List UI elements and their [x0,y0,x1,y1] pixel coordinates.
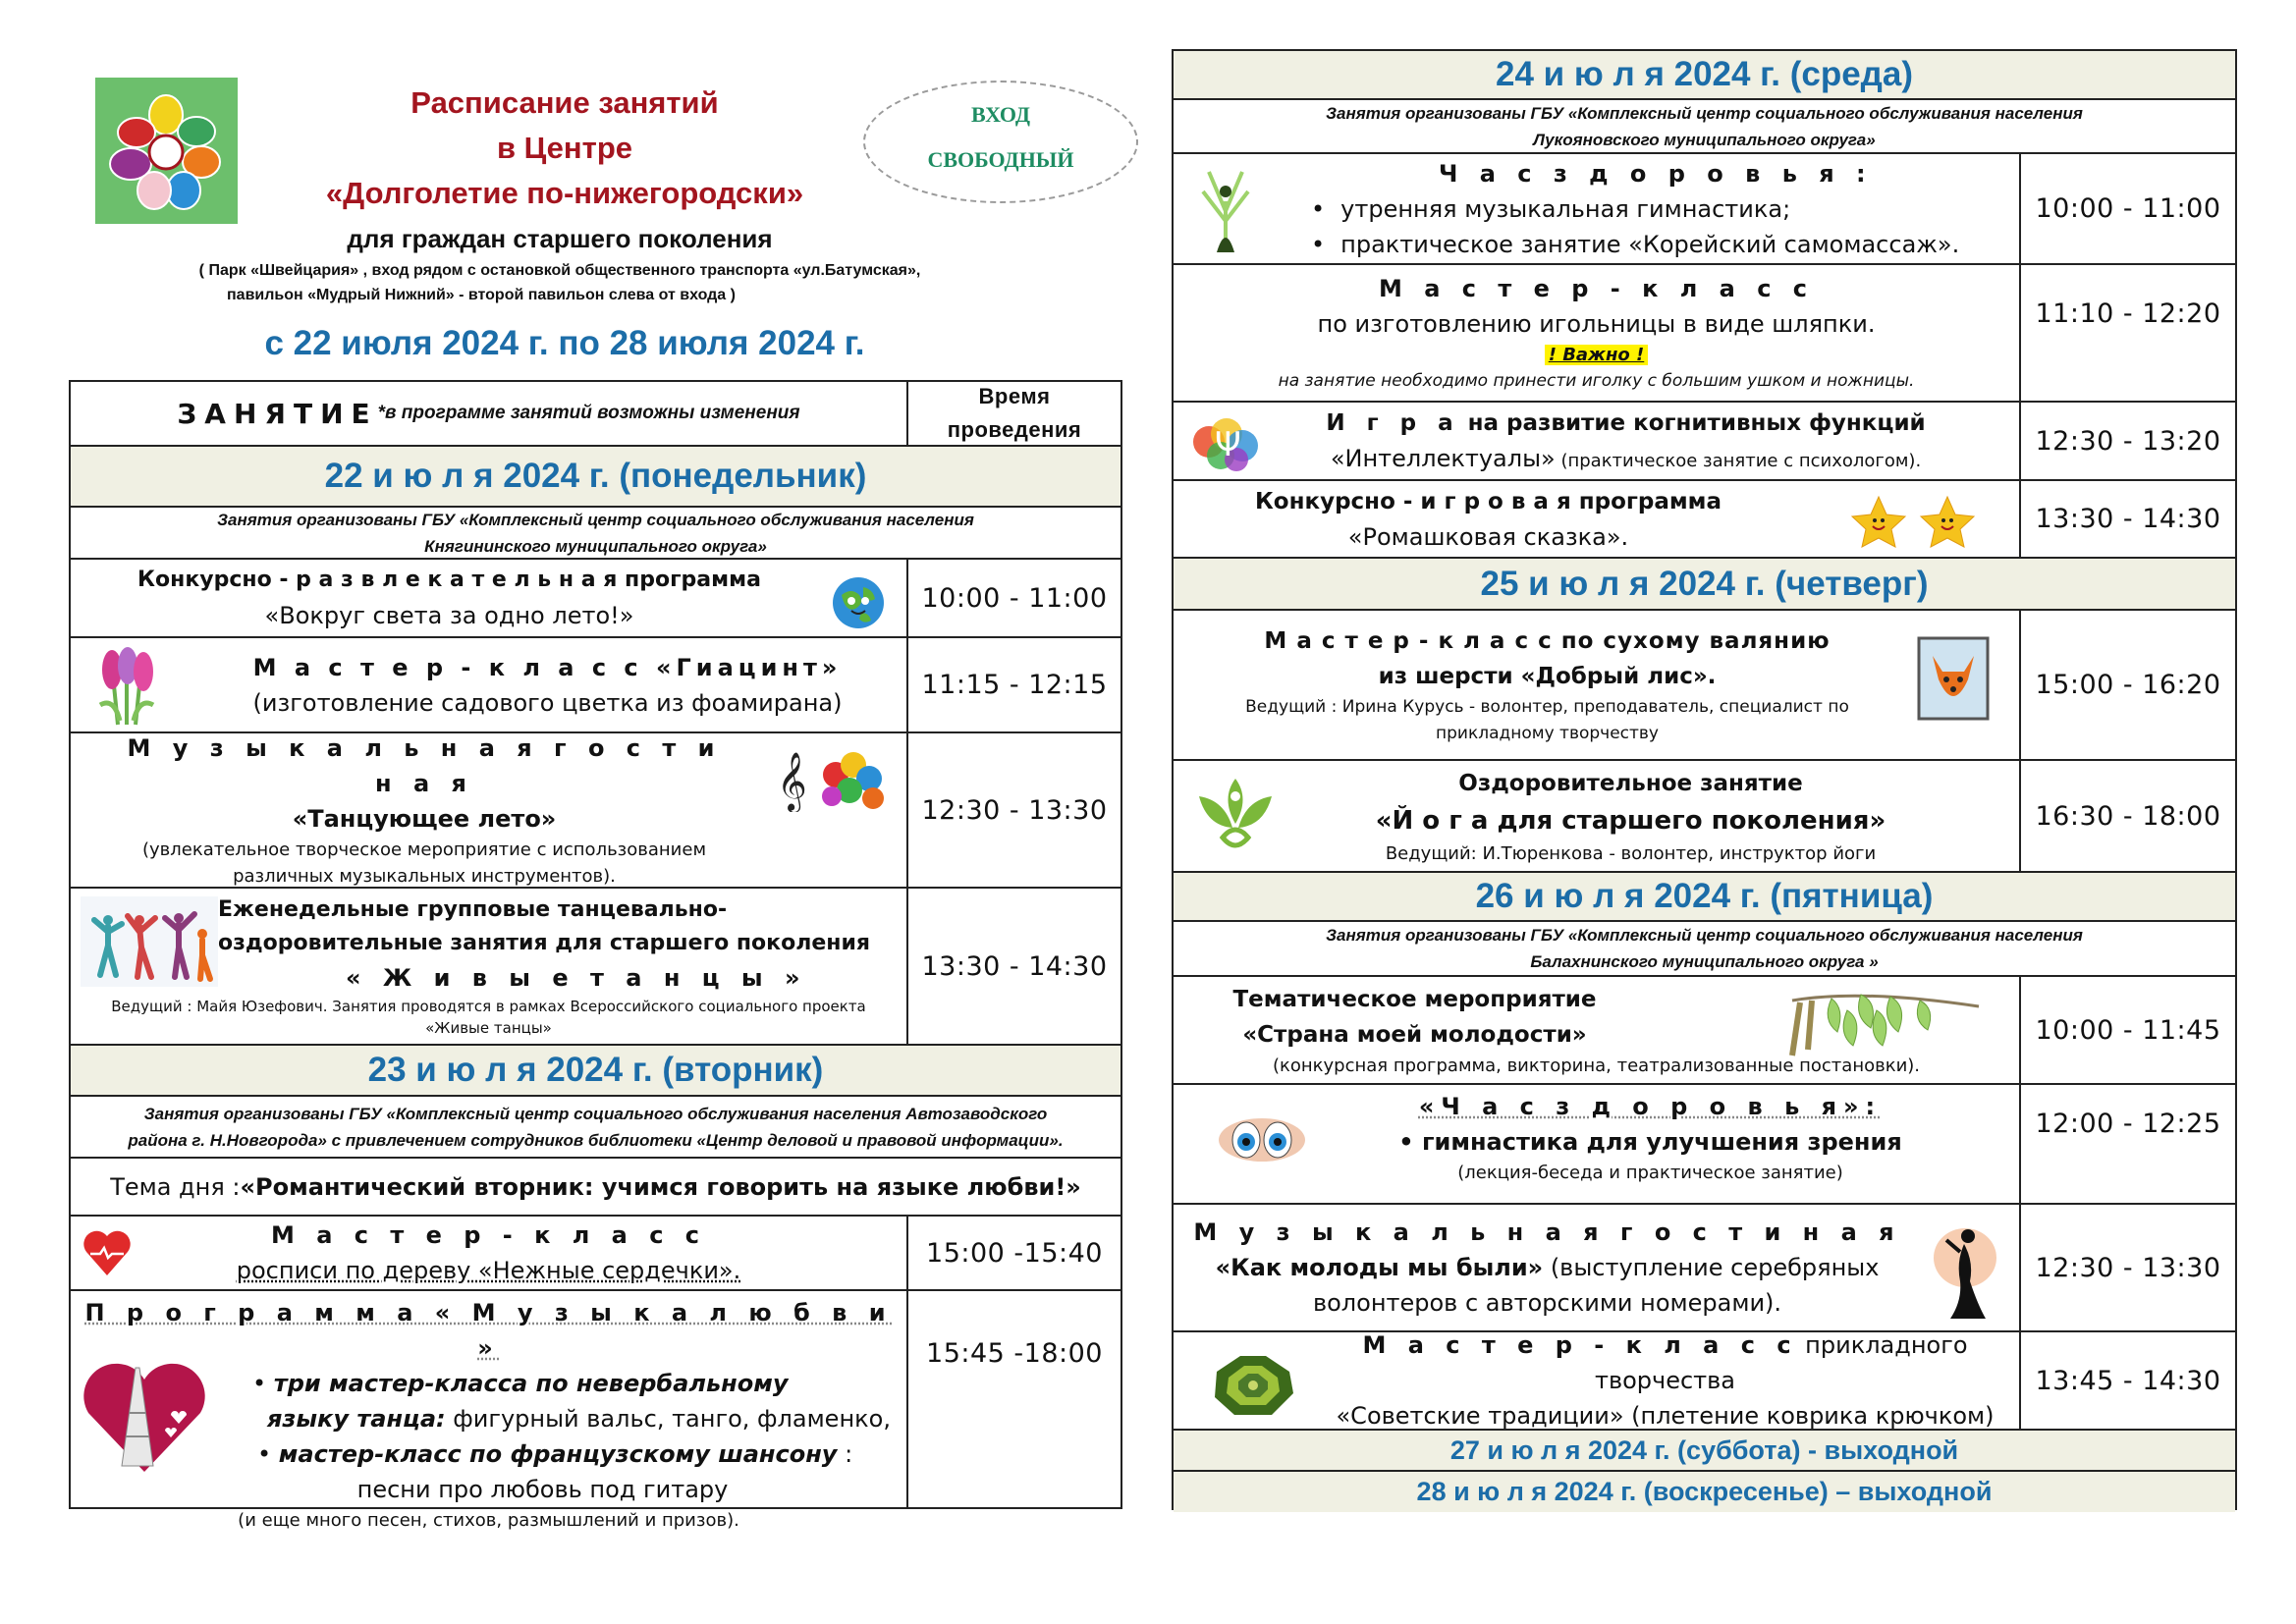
free-entry-badge [863,81,1138,203]
event-subtitle-rest: (выступление серебряных [1543,1254,1880,1281]
bullet-2-bold: мастер-класс по французскому шансону [278,1440,838,1468]
event-bullet-2: • практическое занятие «Корейский самомассаж». [1311,227,1959,262]
bullet-1-rest: фигурный вальс, танго, фламенко, [445,1405,891,1433]
svg-text:𝄞: 𝄞 [777,752,807,811]
address-line-2: павильон «Мудрый Нижний» - второй павильон слева от входа ) [227,287,736,303]
organizer-line-2: Балахнинского муниципального округа » [1530,952,1879,971]
event-time: 12:30 - 13:30 [2019,1205,2235,1330]
event-subtitle: «Советские традиции» (плетение коврика крючком) [1336,1402,1995,1430]
event-details [1174,403,2019,479]
bullet-1-bold-2: языку танца: [267,1405,446,1433]
event-time: 13:30 - 14:30 [906,889,1121,1044]
event-subtitle: «Ромашковая сказка». [1347,522,1629,551]
event-title-spaced: И г р а [1326,410,1460,436]
day-header-thursday [1174,559,2235,611]
schedule-table-right [1172,49,2237,1510]
event-title: Тематическое мероприятие [1232,986,1597,1012]
organizer-wednesday [1174,100,2235,154]
event-note: (лекция-беседа и практическое занятие) [1457,1163,1843,1183]
organizer-line-1: Занятия организованы ГБУ «Комплексный центр социального обслуживания населения Автозаводского [143,1104,1048,1123]
event-title: М у з ы к а л ь н а я г о с т и н а я [127,734,722,797]
event-time: 16:30 - 18:00 [2019,761,2235,871]
event-subtitle: по изготовлению игольницы в виде шляпки. [1317,310,1876,338]
event-subtitle: (изготовление садового цветка из фоамирана) [252,688,843,717]
event-time: 15:00 -15:40 [906,1217,1121,1289]
event-title: М а с т е р - к л а с с [270,1221,707,1249]
day-header-wednesday [1174,51,2235,100]
event-row [1174,481,2235,559]
event-note-line-2: «Живые танцы» [425,1019,552,1037]
event-row [71,638,1121,733]
event-note-line-1: (увлекательное творческое мероприятие с использованием [141,839,707,860]
day-header-saturday [1174,1431,2235,1472]
event-note: Ведущий: И.Тюренкова - волонтер, инструктор йоги [1385,842,1877,864]
event-row [1174,1085,2235,1205]
event-row [1174,403,2235,481]
event-details [1174,154,2019,263]
event-bullet: гимнастика для улучшения зрения [1421,1128,1902,1156]
event-title-spaced: М а с т е р - к л а с с [1362,1331,1798,1359]
event-bullet-1: • утренняя музыкальная гимнастика; [1311,191,1790,227]
event-time: 10:00 - 11:00 [2019,154,2235,263]
event-time: 11:15 - 12:15 [906,638,1121,731]
event-note: на занятие необходимо принести иголку с большим ушком и ножницы. [1278,371,1915,391]
day-title: 28 и ю л я 2024 г. (воскресенье) – выходной [1416,1477,1993,1506]
event-title: «Ч а с з д о р о в ь я»: [1418,1093,1883,1120]
changes-note: *в программе занятий возможны изменения [377,403,800,423]
event-note-line-2: различных музыкальных инструментов). [233,866,616,887]
event-row [1174,154,2235,265]
important-badge: ! Важно ! [1545,345,1649,365]
title-line-3: «Долголетие по-нижегородски» [325,176,804,210]
bullet-1-bold: три мастер-класса по невербальному [273,1370,789,1397]
event-subtitle: «Танцующее лето» [292,805,557,833]
organizer-friday [1174,922,2235,977]
event-title: Конкурсно - р а з в л е к а т е л ь н а я программа [137,568,761,592]
event-title: Оздоровительное занятие [1458,770,1803,796]
music-balloons-icon [775,747,889,812]
eyes-icon [1217,1114,1307,1164]
event-note: (конкурсная программа, викторина, театрализованные постановки). [1272,1055,1921,1076]
event-row [71,560,1121,638]
day-title: 23 и ю л я 2024 г. (вторник) [367,1051,824,1089]
event-title-line-1: М а с т е р - к л а с с по сухому валянию [1264,627,1831,654]
activity-header [71,382,906,445]
birch-branch-icon [1782,981,1989,1059]
event-line-3: волонтеров с авторскими номерами). [1312,1289,1782,1317]
event-row [71,1217,1121,1291]
day-header-friday [1174,873,2235,922]
svg-text:Ψ: Ψ [1215,425,1241,464]
heart-icon [81,1226,134,1279]
event-details [1174,611,2019,759]
title-line-1: Расписание занятий [410,85,719,120]
event-subtitle: «Страна моей молодости» [1242,1021,1587,1048]
organizer-line-2: Княгининского муниципального округа» [424,536,767,556]
free-entry-line-2: СВОБОДНЫЙ [927,147,1074,172]
event-row [71,733,1121,889]
hyacinth-icon [94,646,159,727]
event-time: 10:00 - 11:00 [906,560,1121,636]
event-row [1174,1332,2235,1431]
event-subtitle: «Интеллектуалы» [1330,445,1556,472]
organizer-line-1: Занятия организованы ГБУ «Комплексный центр социального обслуживания населения [217,510,974,529]
free-entry-line-1: ВХОД [970,102,1031,127]
event-details [71,638,906,731]
event-time: 13:45 - 14:30 [2019,1332,2235,1429]
event-time: 12:00 - 12:25 [2019,1085,2235,1203]
dancers-icon [81,896,218,987]
psi-splash-icon [1187,412,1266,473]
event-note: (и еще много песен, стихов, размышлений и призов). [238,1510,739,1531]
event-details [71,889,906,1044]
day-header-monday [71,447,1121,508]
day-title: 27 и ю л я 2024 г. (суббота) - выходной [1449,1435,1959,1465]
event-details [1174,1332,2019,1429]
event-subtitle: «Вокруг света за одно лето!» [264,602,634,629]
event-details: П р о г р а м м а « М у з ы к а л ю б в и » • три мастер-класса по невербальному языку танца: фигурный вальс, танго, фламенко, • мастер-класс по французскому шансону : песни про любовь под гитару (и еще много песен, стихов, размышлений и призов). [71,1291,906,1509]
address-line-1: ( Парк «Швейцария» , вход рядом с остановкой общественного транспорта «ул.Батумская», [198,262,921,279]
event-details [71,1217,906,1289]
time-header-line-1: Время [978,384,1051,408]
organizer-line-2: Лукояновского муниципального округа» [1533,130,1876,149]
event-details [1174,481,2019,557]
event-title: П р о г р а м м а « М у з ы к а л ю б в и » [84,1299,893,1362]
day-theme-tuesday [71,1159,1121,1217]
event-title: М а с т е р - к л а с с «Гиацинт» [252,653,843,681]
event-title-rest: на развитие когнитивных функций [1459,410,1926,436]
day-header-sunday [1174,1472,2235,1512]
event-note: (практическое занятие с психологом). [1555,451,1922,471]
event-details: «Ч а с з д о р о в ь я»: • гимнастика для улучшения зрения (лекция-беседа и практическое занятие) [1174,1085,2019,1203]
event-time: 13:30 - 14:30 [2019,481,2235,557]
event-note-line-1: Ведущий : Майя Юзефович. Занятия проводятся в рамках Всероссийского социального проекта [111,998,866,1015]
event-title: Ч а с з д о р о в ь я : [1439,159,1873,188]
songs-line: песни про любовь под гитару [356,1476,729,1503]
schedule-period: с 22 июля 2024 г. по 28 июля 2024 г. [264,324,865,362]
schedule-table-left [69,380,1122,1531]
stars-icon [1844,495,1982,548]
event-title-line-2: из шерсти «Добрый лис». [1378,663,1717,689]
crochet-rug-icon [1211,1354,1295,1419]
event-row [1174,761,2235,873]
event-title: М а с т е р - к л а с с [1378,275,1815,302]
lotus-yoga-icon [1195,775,1276,857]
theme-value: «Романтический вторник: учимся говорить на языке любви!» [240,1172,1081,1201]
day-title: 22 и ю л я 2024 г. (понедельник) [324,457,867,495]
event-title: Конкурсно - и г р о в а я программа [1254,488,1722,514]
event-details [1174,761,2019,871]
event-title-rest: прикладного творчества [1594,1331,1968,1394]
day-title: 25 и ю л я 2024 г. (четверг) [1480,564,1929,603]
table-header-row [71,382,1121,447]
eiffel-heart-icon [81,1358,208,1478]
event-time: 15:45 -18:00 [906,1291,1121,1509]
time-header-line-2: проведения [947,417,1082,442]
event-row [1174,977,2235,1085]
organizer-line-1: Занятия организованы ГБУ «Комплексный центр социального обслуживания населения [1326,103,2083,123]
day-header-tuesday [71,1046,1121,1097]
organizer-tuesday [71,1097,1121,1159]
globe-icon [828,568,889,632]
organizer-monday [71,508,1121,560]
day-title: 24 и ю л я 2024 г. (среда) [1495,55,1914,93]
event-row [71,889,1121,1046]
subtitle: для граждан старшего поколения [347,224,773,253]
title-line-2: в Центре [496,131,633,165]
event-details [71,733,906,887]
event-row [1174,265,2235,403]
event-row [1174,1205,2235,1332]
event-row [1174,611,2235,761]
singer-silhouette-icon [1931,1222,1999,1321]
yoga-tree-icon [1195,162,1256,256]
event-details [1174,977,2019,1083]
event-note-line-1: Ведущий : Ирина Курусь - волонтер, преподаватель, специалист по [1245,696,1849,717]
organizer-line-1: Занятия организованы ГБУ «Комплексный центр социального обслуживания населения [1326,926,2083,945]
event-time: 12:30 - 13:20 [2019,403,2235,479]
time-header [906,382,1121,445]
fox-icon [1917,636,1990,721]
event-subtitle: «Й о г а для старшего поколения» [1375,805,1886,836]
organizer-line-2: района г. Н.Новгорода» с привлечением сотрудников библиотеки «Центр деловой и правовой информации». [128,1130,1064,1150]
event-time: 12:30 - 13:30 [906,733,1121,887]
event-time: 10:00 - 11:45 [2019,977,2235,1083]
event-subtitle: росписи по дереву «Нежные сердечки». [236,1257,741,1284]
flower-logo-icon [95,78,238,224]
event-time: 11:10 - 12:20 [2019,265,2235,401]
event-time: 15:00 - 16:20 [2019,611,2235,759]
day-title: 26 и ю л я 2024 г. (пятница) [1475,877,1934,915]
event-title: М у з ы к а л ь н а я г о с т и н а я [1193,1218,1901,1246]
event-row [71,1291,1121,1531]
activity-header-label: ЗАНЯТИЕ [177,397,378,430]
event-note-line-2: прикладному творчеству [1435,723,1659,743]
theme-label: Тема дня : [110,1172,241,1201]
event-details [1174,265,2019,401]
event-details [71,560,906,636]
event-details [1174,1205,2019,1330]
event-title-line-1: Еженедельные групповые танцевально- [218,897,728,922]
event-title-line-2: оздоровительные занятия для старшего поколения [218,931,870,955]
bullet-2-rest: : [837,1440,853,1468]
event-subtitle: « Ж и в ы е т а н ц ы » [346,964,807,992]
event-subtitle-bold: «Как молоды мы были» [1215,1254,1544,1281]
